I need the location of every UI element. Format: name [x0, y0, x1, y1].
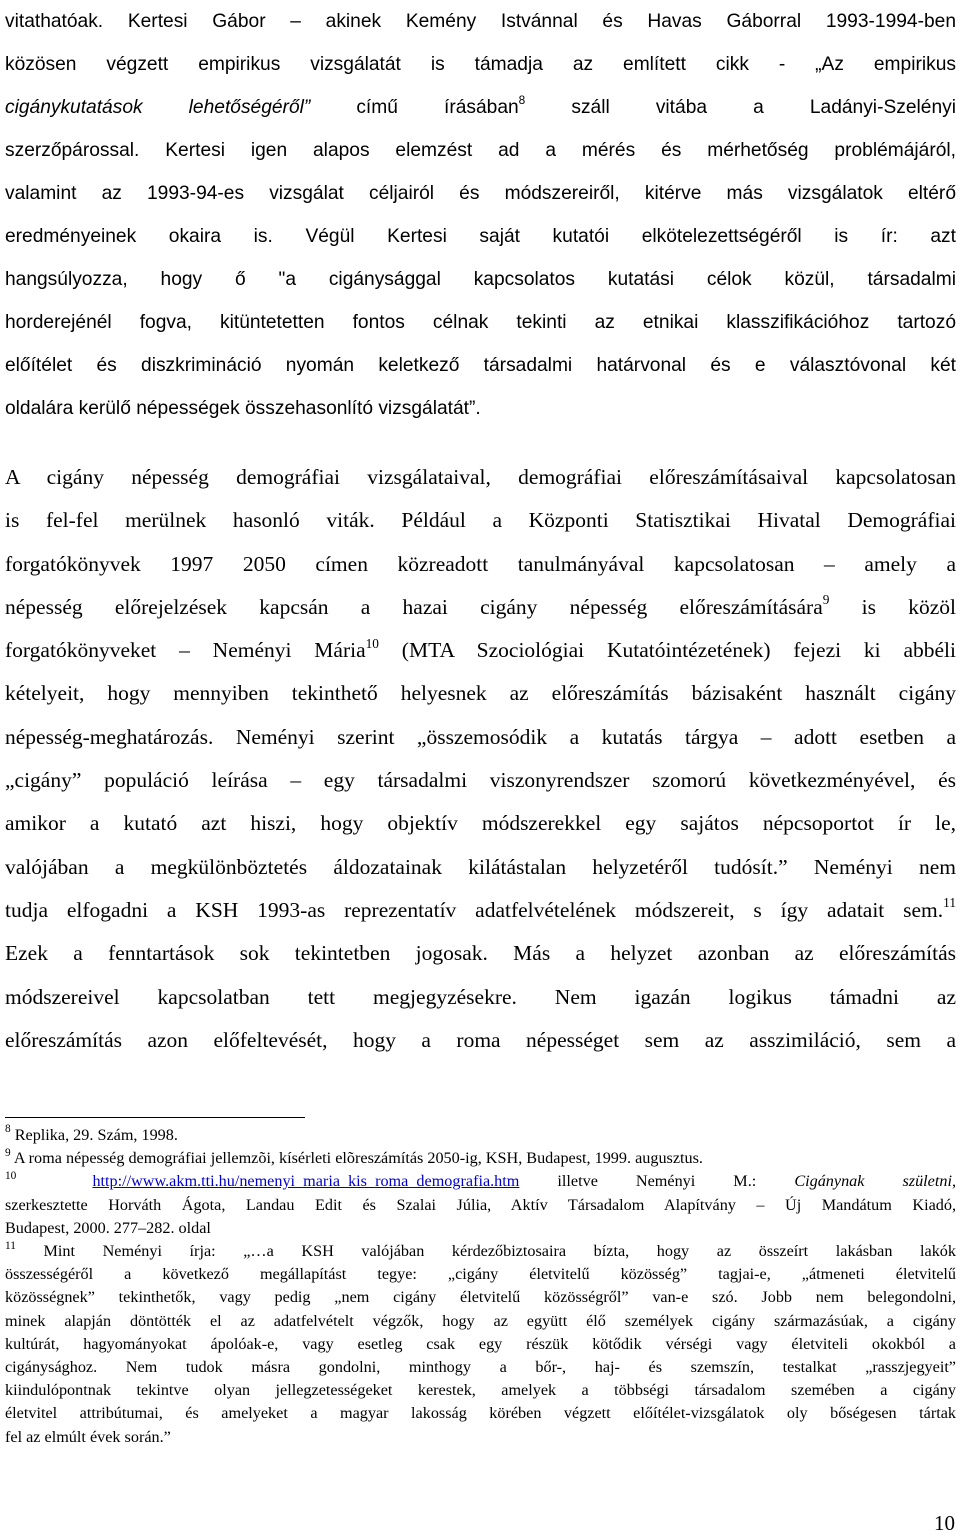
text-line: is fel-fel merülnek hasonló viták. Például a Központi Statisztikai Hivatal Demográfiai [5, 508, 956, 533]
footnote-10-line-2: szerkesztette Horváth Ágota, Landau Edit és Szalai Júlia, Aktív Társadalom Alapítvány – Új Mandátum Kiadó, [5, 1195, 956, 1214]
text-line: amikor a kutató azt hiszi, hogy objektív módszerekkel egy sajátos népcsoportot ír le, [5, 811, 956, 836]
footnote-separator [5, 1117, 305, 1118]
footnote-11-line: cigánysághoz. Nem tudok másra gondolni, minthogy a bőr-, haj- és szemszín, testalkat „rasszjegyeit” [5, 1358, 956, 1377]
text-line: Ezek a fenntartások sok tekintetben jogosak. Más a helyzet azonban az előreszámítás [5, 941, 956, 966]
footnote-ref-9: 9 [822, 592, 830, 608]
footnote-11-line: összességéről a következő megállapítást tegye: „cigány életvitelű közösség” tagjai-e, „átmeneti életvitelű [5, 1265, 956, 1284]
footnote-link[interactable]: http://www.akm.tti.hu/nemenyi_maria_kis_roma_demografia.htm [92, 1172, 520, 1191]
text-line: népesség-meghatározás. Neményi szerint „összemosódik a kutatás tárgya – adott esetben a [5, 724, 956, 749]
text-span: tudja elfogadni a KSH 1993-as reprezentatív adatfelvételének módszereit, s így adatait sem. [5, 897, 944, 922]
footnote-ref-10: 10 [365, 635, 379, 651]
text-line: hangsúlyozza, hogy ő "a cigánysággal kapcsolatos kutatási célok közül, társadalmi [5, 269, 956, 290]
footnote-11-line: életvitel attribútumai, és amelyeket a magyar lakosság körében végzett előítélet-vizsgálatok oly bőségesen tártak [5, 1404, 956, 1423]
text-span: népesség előrejelzések kapcsán a hazai cigány népesség előreszámítására [5, 594, 823, 619]
footnote-10-line-3: Budapest, 2000. 277–282. oldal [5, 1218, 211, 1237]
text-line [5, 86, 956, 129]
text-line: szerzőpárossal. Kertesi igen alapos elemzést ad a mérés és mérhetőség problémájáról, [5, 140, 956, 161]
footnote-ref-8: 8 [518, 93, 526, 108]
text-line: A cigány népesség demográfiai vizsgálataival, demográfiai előreszámításaival kapcsolatosan [5, 465, 956, 489]
book-title: Cigánynak születni [794, 1172, 952, 1191]
text-line: közösen végzett empirikus vizsgálatát is támadja az említett cikk - „Az empirikus [5, 54, 956, 75]
footnote-11-line: minek alapján döntötték el az adatfelvételt végzők, hogy az együtt élő személyek cigány származásúak, a cigány [5, 1311, 956, 1330]
text-line: módszereivel kapcsolatban tett megjegyzésekre. Nem igazán logikus támadni az [5, 984, 956, 1009]
text-line: valamint az 1993-94-es vizsgálat céljairól és módszereiről, kitérve más vizsgálatok eltérő [5, 183, 956, 204]
text-line: előítélet és diszkrimináció nyomán keletkező társadalmi határvonal és e választóvonal két [5, 355, 956, 376]
footnote-8 [5, 1124, 956, 1147]
footnote-9 [5, 1147, 956, 1170]
paragraph-2 [5, 456, 956, 1062]
footnote-11-line: fel az elmúlt évek során.” [5, 1427, 171, 1446]
text-line [5, 629, 956, 672]
text-span: is közöl [829, 594, 956, 619]
footnotes [5, 1124, 956, 1449]
footnote-text: Mint Neményi írja: „…a KSH valójában kérdezőbiztosaira bízta, hogy az összeírt lakásban lakók [15, 1242, 956, 1261]
text-line: vitathatóak. Kertesi Gábor – akinek Kemény Istvánnal és Havas Gáborral 1993-1994-ben [5, 11, 956, 32]
text-span: száll vitába a Ladányi-Szelényi [525, 97, 956, 118]
text-line: horderejénél fogva, kitüntetetten fontos célnak tekinti az etnikai klasszifikációhoz tartozó [5, 312, 956, 333]
text-line: kételyeit, hogy mennyiben tekinthető helyesnek az előreszámítás bázisaként használt cigány [5, 681, 956, 706]
footnote-text: illetve Neményi M.: [519, 1172, 795, 1191]
text-span: című írásában [310, 97, 519, 118]
text-line: forgatókönyvek 1997 2050 címen közreadott tanulmányával kapcsolatosan – amely a [5, 551, 956, 576]
footnote-text: , [951, 1172, 956, 1191]
footnote-ref-11: 11 [943, 895, 956, 911]
text-line [5, 586, 956, 629]
text-line: „cigány” populáció leírása – egy társadalmi viszonyrendszer szomorú következményével, és [5, 768, 956, 793]
text-line: valójában a megkülönböztetés áldozatainak kilátástalan helyzetéről tudósít.” Neményi nem [5, 854, 956, 879]
text-line: oldalára kerülő népességek összehasonlító vizsgálatát”. [5, 398, 481, 419]
document-page [5, 0, 956, 1062]
footnote-11-line: kultúrát, hagyományokat ápolóak-e, vagy esetleg csak egy részük kötődik vérségi vagy életviteli okokból a [5, 1334, 956, 1353]
text-line: eredményeinek okaira is. Végül Kertesi saját kutatói elkötelezettségéről is ír: azt [5, 226, 956, 247]
footnote-11 [5, 1240, 956, 1263]
footnote-number: 9 [5, 1147, 11, 1159]
footnote-10 [5, 1170, 956, 1193]
text-line [5, 889, 956, 932]
footnote-11-line: közösségnek” tekinthetők, vagy pedig „nem cigány életvitelű közösségről” van-e szó. Jobb nem belegondolni, [5, 1288, 956, 1307]
paragraph-1 [5, 0, 956, 430]
footnote-number: 11 [5, 1240, 16, 1252]
italic-title: cigánykutatások lehetőségéről” [5, 97, 311, 118]
text-line: előreszámítás azon előfeltevését, hogy a roma népességet sem az asszimiláció, sem a [5, 1027, 956, 1052]
page-number: 10 [934, 1511, 955, 1535]
text-span: (MTA Szociológiai Kutatóintézetének) fejezi ki abbéli [378, 638, 956, 663]
footnote-text: A roma népesség demográfiai jellemzõi, kísérleti elõreszámítás 2050-ig, KSH, Budapest, 1999. augusztus. [10, 1149, 703, 1168]
footnote-number: 8 [5, 1124, 11, 1136]
text-span: forgatókönyveket – Neményi Mária [5, 638, 366, 663]
footnote-number: 10 [5, 1170, 17, 1182]
footnote-11-line: kiindulópontnak tekintve olyan jellegzetességeket kerestek, amelyek a többségi társadalom szemében a cigány [5, 1381, 956, 1400]
footnote-text: Replika, 29. Szám, 1998. [10, 1126, 178, 1144]
